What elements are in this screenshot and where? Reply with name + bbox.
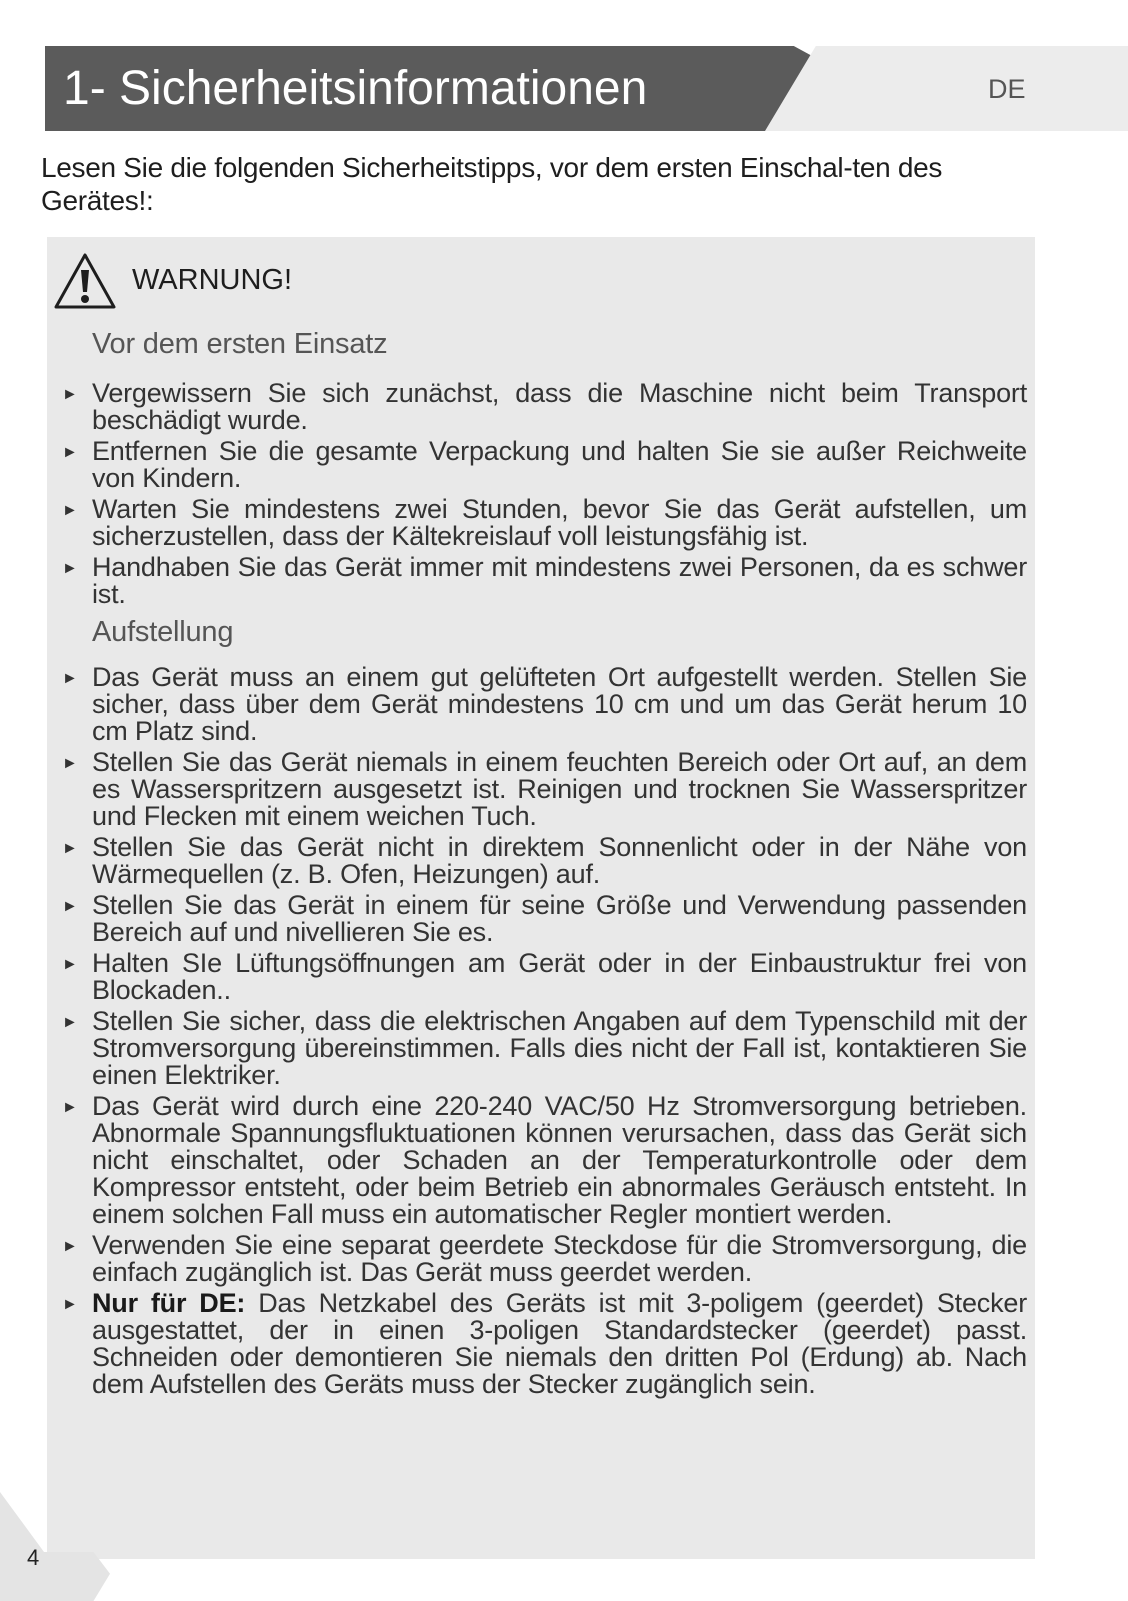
intro-text: Lesen Sie die folgenden Sicherheitstipps, vor dem ersten Einschal-ten des Gerätes!:: [41, 152, 943, 216]
list-item: ► Stellen Sie sicher, dass die elektrischen Angaben auf dem Typenschild mit der Stromversorgung übereinstimmen. Falls dies nicht der Fall ist, kontaktieren Sie einen Elektriker.: [62, 1006, 1027, 1090]
page-number: 4: [27, 1545, 40, 1570]
bullet-icon: ►: [62, 560, 78, 577]
list-item: ► Halten SIe Lüftungsöffnungen am Gerät oder in der Einbaustruktur frei von Blockaden..: [62, 948, 1027, 1005]
bullet-icon: ►: [62, 1296, 78, 1313]
warning-title: WARNUNG!: [132, 264, 293, 296]
section-heading-installation: Aufstellung: [92, 616, 234, 648]
list-item-de-only: ► Nur für DE: Das Netzkabel des Geräts ist mit 3-poligem (geerdet) Stecker ausgestattet, der in einen 3-poligen Standardstecker (geerdet) passt. Schneiden oder demontieren Sie niemals den dritten Pol (Erdung) ab. Nach dem Aufstellen des Geräts muss der Stecker zugänglich sein.: [62, 1288, 1027, 1399]
bullet-icon: ►: [62, 1238, 78, 1255]
bullet-icon: ►: [62, 755, 78, 772]
bullet-icon: ►: [62, 502, 78, 519]
list-item: ► Verwenden Sie eine separat geerdete Steckdose für die Stromversorgung, die einfach zugänglich ist. Das Gerät muss geerdet werden.: [62, 1230, 1027, 1287]
bullet-icon: ►: [62, 840, 78, 857]
list-item: ► Stellen Sie das Gerät niemals in einem feuchten Bereich oder Ort auf, an dem es Wasserspritzern ausgesetzt ist. Reinigen und trocknen Sie Wasserspritzer und Flecken mit einem weichen Tuch.: [62, 747, 1027, 831]
bullet-icon: ►: [62, 386, 78, 403]
list-item: ► Vergewissern Sie sich zunächst, dass die Maschine nicht beim Transport beschädigt wurde.: [62, 378, 1027, 435]
list-item: ► Stellen Sie das Gerät in einem für seine Größe und Verwendung passenden Bereich auf und nivellieren Sie es.: [62, 890, 1027, 947]
bullet-icon: ►: [62, 444, 78, 461]
bullet-icon: ►: [62, 670, 78, 687]
page-title: 1- Sicherheitsinformationen: [63, 62, 648, 115]
section-heading-first-use: Vor dem ersten Einsatz: [92, 328, 388, 360]
warning-triangle-icon: [53, 252, 117, 310]
list-item: ► Das Gerät muss an einem gut gelüfteten Ort aufgestellt werden. Stellen Sie sicher, dass über dem Gerät mindestens 10 cm und um das Gerät herum 10 cm Platz sind.: [62, 662, 1027, 746]
list-item: ► Stellen Sie das Gerät nicht in direktem Sonnenlicht oder in der Nähe von Wärmequellen (z. B. Ofen, Heizungen) auf.: [62, 832, 1027, 889]
list-item: ► Handhaben Sie das Gerät immer mit mindestens zwei Personen, da es schwer ist.: [62, 552, 1027, 609]
bullet-icon: ►: [62, 898, 78, 915]
list-item: ► Entfernen Sie die gesamte Verpackung und halten Sie sie außer Reichweite von Kindern.: [62, 436, 1027, 493]
bullet-icon: ►: [62, 1099, 78, 1116]
language-tab: [765, 46, 1128, 131]
list-item: ► Das Gerät wird durch eine 220-240 VAC/50 Hz Stromversorgung betrieben. Abnormale Spannungsfluktuationen können verursachen, dass das Gerät sich nicht einschaltet, oder Schaden an der Temperaturkontrolle oder dem Kompressor entsteht, oder beim Betrieb ein abnormales Geräusch entsteht. In einem solchen Fall muss ein automatischer Regler montiert werden.: [62, 1091, 1027, 1229]
safety-content: [62, 326, 1027, 1402]
bullet-icon: ►: [62, 1014, 78, 1031]
list-item: ► Warten Sie mindestens zwei Stunden, bevor Sie das Gerät aufstellen, um sicherzustellen, dass der Kältekreislauf voll leistungsfähig ist.: [62, 494, 1027, 551]
language-label: DE: [988, 74, 1026, 104]
de-only-label: Nur für DE:: [92, 1288, 246, 1318]
bullet-icon: ►: [62, 956, 78, 973]
